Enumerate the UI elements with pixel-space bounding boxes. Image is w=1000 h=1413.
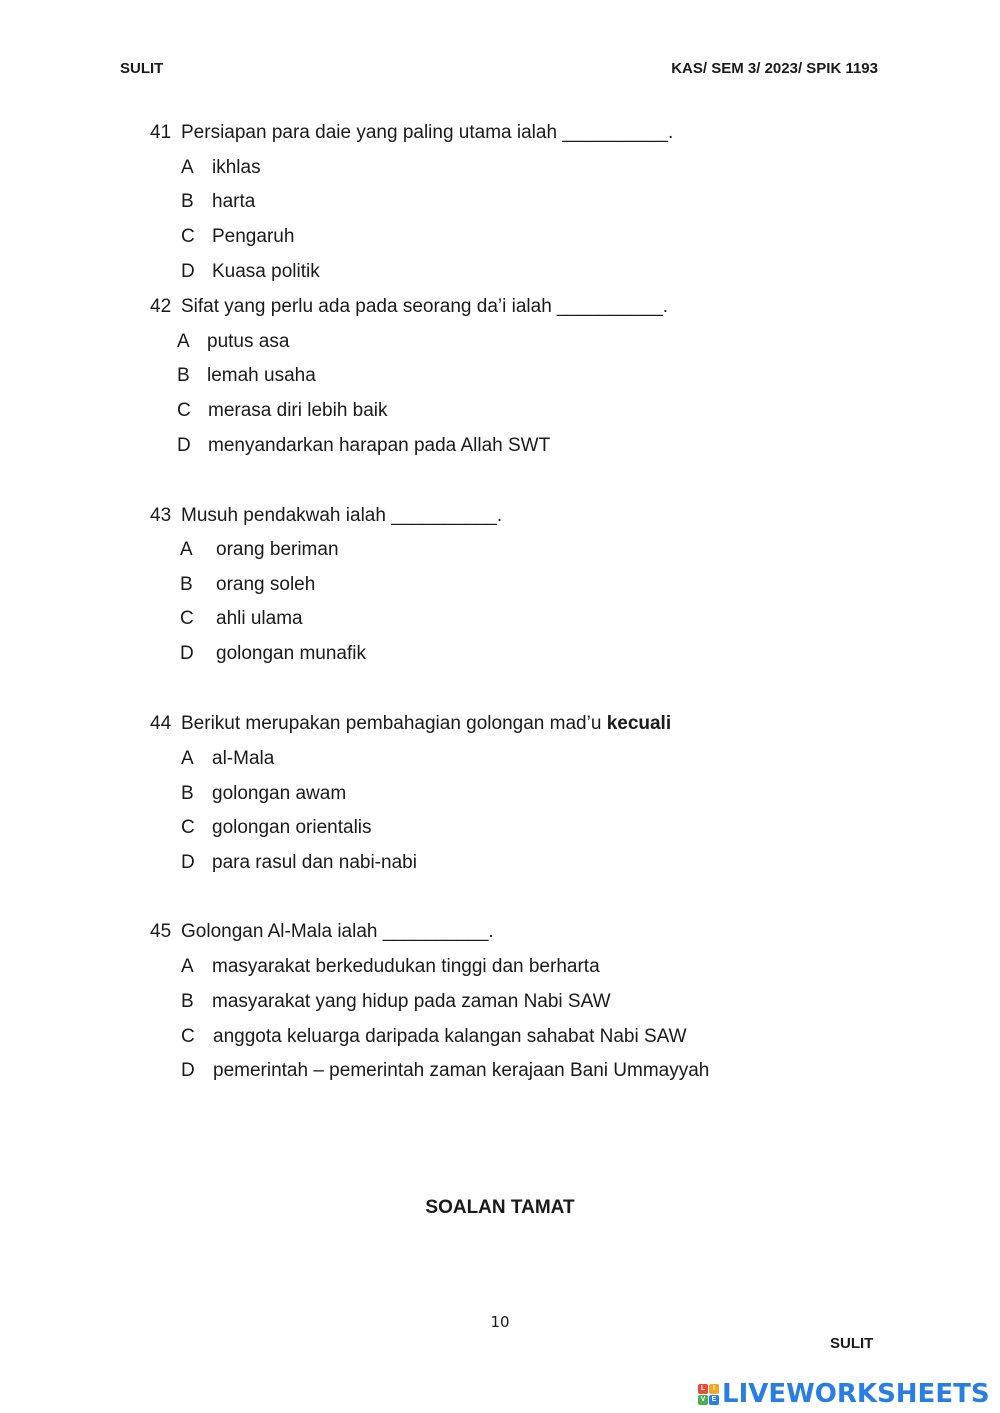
option-letter: B: [181, 783, 194, 804]
option-letter: C: [181, 1026, 195, 1047]
option-text: orang beriman: [216, 539, 339, 560]
option-43-a: [180, 538, 339, 562]
question-number: 44: [150, 713, 172, 734]
option-letter: D: [180, 643, 194, 664]
option-44-d: [181, 851, 417, 875]
question-text: Sifat yang perlu ada pada seorang da’i ialah __________.: [181, 296, 668, 317]
option-letter: C: [181, 817, 195, 838]
option-letter: D: [177, 435, 191, 456]
option-42-a: [177, 330, 289, 354]
option-letter: C: [181, 226, 195, 247]
option-45-c: [181, 1025, 687, 1049]
option-letter: A: [181, 748, 194, 769]
option-letter: D: [181, 1060, 195, 1081]
option-text: al-Mala: [212, 748, 275, 769]
question-number: 42: [150, 296, 172, 317]
option-text: para rasul dan nabi-nabi: [212, 852, 417, 873]
option-45-a: [181, 955, 600, 979]
option-text: Pengaruh: [212, 226, 295, 247]
option-letter: D: [181, 852, 195, 873]
option-letter: B: [180, 574, 193, 595]
option-letter: A: [181, 956, 194, 977]
option-41-d: [181, 260, 320, 284]
option-41-c: [181, 225, 294, 249]
option-text: merasa diri lebih baik: [208, 400, 388, 421]
option-text: golongan orientalis: [212, 817, 372, 838]
option-text: Kuasa politik: [212, 261, 320, 282]
page-number: 10: [490, 1313, 510, 1331]
question-text: Berikut merupakan pembahagian golongan mad’u: [181, 713, 607, 734]
option-43-c: [180, 607, 303, 631]
option-text: ahli ulama: [216, 608, 303, 629]
footer-label: SULIT: [830, 1335, 874, 1352]
question-43: [150, 504, 502, 528]
question-number: 45: [150, 921, 172, 942]
question-42: [150, 295, 668, 319]
question-number: 41: [150, 122, 172, 143]
option-letter: C: [180, 608, 194, 629]
question-text: Persiapan para daie yang paling utama ialah __________.: [181, 122, 674, 143]
question-44: [150, 712, 671, 736]
option-letter: A: [180, 539, 193, 560]
logo-tile-i: I: [709, 1384, 719, 1394]
option-43-d: [180, 642, 366, 666]
option-45-b: [181, 990, 611, 1014]
header-left: SULIT: [120, 60, 164, 77]
question-number: 43: [150, 505, 172, 526]
option-44-c: [181, 816, 372, 840]
option-text: putus asa: [207, 331, 290, 352]
question-text: Golongan Al-Mala ialah __________.: [181, 921, 494, 942]
option-text: pemerintah – pemerintah zaman kerajaan Bani Ummayyah: [213, 1060, 710, 1081]
option-letter: A: [181, 157, 194, 178]
liveworksheets-watermark[interactable]: [698, 1378, 990, 1410]
option-text: anggota keluarga daripada kalangan sahabat Nabi SAW: [213, 1026, 687, 1047]
option-letter: D: [181, 261, 195, 282]
option-44-a: [181, 747, 274, 771]
option-text: menyandarkan harapan pada Allah SWT: [208, 435, 551, 456]
option-42-c: [177, 399, 388, 423]
option-letter: B: [181, 991, 194, 1012]
liveworksheets-text: LIVEWORKSHEETS: [722, 1379, 990, 1409]
option-45-d: [181, 1059, 709, 1083]
liveworksheets-logo-icon: [698, 1384, 719, 1405]
option-text: lemah usaha: [207, 365, 316, 386]
logo-tile-l: L: [698, 1384, 708, 1394]
logo-tile-v: V: [698, 1395, 708, 1405]
option-43-b: [180, 573, 315, 597]
option-letter: A: [177, 331, 190, 352]
option-44-b: [181, 782, 346, 806]
option-42-d: [177, 434, 550, 458]
option-text: harta: [212, 191, 256, 212]
question-text: Musuh pendakwah ialah __________.: [181, 505, 503, 526]
question-45: [150, 920, 494, 944]
option-41-b: [181, 190, 255, 214]
option-letter: C: [177, 400, 191, 421]
option-letter: B: [181, 191, 194, 212]
option-letter: B: [177, 365, 190, 386]
logo-tile-e: E: [709, 1395, 719, 1405]
option-text: masyarakat yang hidup pada zaman Nabi SAW: [212, 991, 611, 1012]
question-41: [150, 121, 673, 145]
header-right: KAS/ SEM 3/ 2023/ SPIK 1193: [671, 60, 878, 77]
option-text: golongan awam: [212, 783, 347, 804]
option-42-b: [177, 364, 316, 388]
option-text: masyarakat berkedudukan tinggi dan berharta: [212, 956, 600, 977]
option-text: ikhlas: [212, 157, 261, 178]
option-text: orang soleh: [216, 574, 316, 595]
end-of-questions: SOALAN TAMAT: [425, 1197, 575, 1218]
option-text: golongan munafik: [216, 643, 366, 664]
question-emphasis: kecuali: [606, 713, 672, 734]
option-41-a: [181, 156, 261, 180]
